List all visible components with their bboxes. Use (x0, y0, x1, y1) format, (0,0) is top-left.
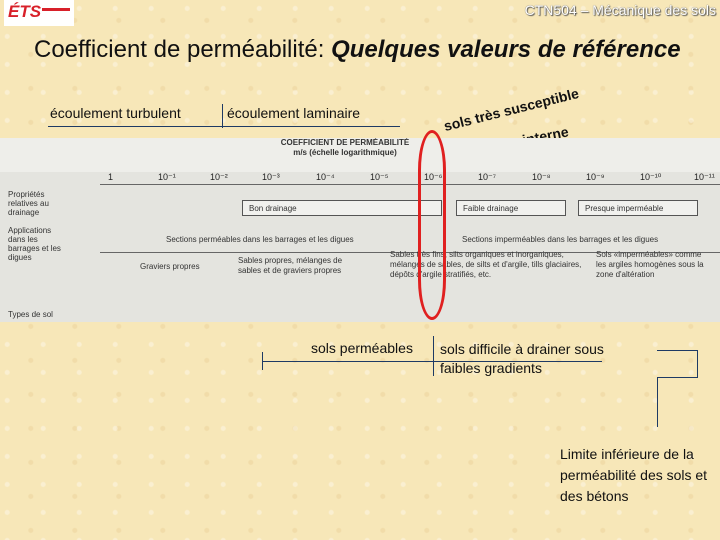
limit-bracket-right (697, 350, 698, 378)
flow-divider (222, 104, 223, 128)
soil-bracket-left (262, 352, 263, 370)
table-units: m/s (échelle logarithmique) (293, 148, 397, 157)
soil-divider (433, 336, 434, 376)
tick-label: 10⁻⁸ (532, 172, 551, 182)
permeability-table (0, 138, 720, 322)
tick-label: 1 (108, 172, 114, 182)
band-weak-drainage: Faible drainage (456, 200, 566, 216)
title-emphasis: Quelques valeurs de référence (331, 36, 681, 63)
laminar-label: écoulement laminaire (227, 105, 361, 121)
row-label-dams: Applications dans les barrages et les digues (8, 226, 61, 262)
flow-underline (48, 126, 400, 127)
tick-label: 10⁻⁵ (370, 172, 389, 182)
tick-label: 10⁻¹ (158, 172, 176, 182)
row-label-drainage: Propriétés relatives au drainage (8, 190, 49, 217)
turbulent-label: écoulement turbulent (50, 105, 181, 121)
svg-text:ÉTS: ÉTS (8, 2, 42, 21)
ets-logo (4, 0, 74, 26)
tick-label: 10⁻¹⁰ (640, 172, 662, 182)
band-impermeable-sections: Sections imperméables dans les barrages et les digues (462, 235, 659, 244)
highlight-oval (418, 130, 446, 320)
cell-clean-gravel: Graviers propres (140, 262, 200, 271)
permeable-soils-label: sols perméables (311, 340, 413, 356)
cell-impermeable-soils: Sols «imperméables» comme les argiles homogènes sous la zone d'altération (596, 250, 704, 279)
band-good-drainage: Bon drainage (242, 200, 442, 216)
tick-label: 10⁻⁹ (586, 172, 605, 182)
limit-label: Limite inférieure de la perméabilité des sols et des bétons (560, 446, 708, 504)
limit-bracket-stem (657, 377, 658, 427)
cell-fine-sand: Sables très fins, silts organiques et inorganiques, mélanges de sables, de silts et d'argile, tills glaciaires, dépôts d'argile stratifiés, etc. (390, 250, 582, 279)
tick-label: 10⁻⁷ (478, 172, 497, 182)
row-label-soils: Types de sol (8, 310, 53, 319)
limit-bracket-bottom (657, 377, 697, 378)
tick-label: 10⁻² (210, 172, 228, 182)
band-impermeable: Presque imperméable (578, 200, 698, 216)
erosion-label-line1: sols très susceptible (442, 84, 581, 134)
table-title-text: COEFFICIENT DE PERMÉABILITÉ (280, 138, 410, 147)
page-title (34, 36, 681, 64)
tick-label: 10⁻³ (262, 172, 280, 182)
title-prefix: Coefficient de perméabilité: (34, 36, 332, 63)
band-permeable-sections: Sections perméables dans les barrages et les digues (166, 235, 354, 244)
tick-label: 10⁻⁶ (424, 172, 443, 182)
course-title: CTN504 – Mécanique des sols (524, 2, 716, 18)
difficult-drainage-label: sols difficile à drainer sous faibles gradients (440, 341, 604, 376)
tick-label: 10⁻⁴ (316, 172, 335, 182)
limit-bracket-top (657, 350, 697, 351)
cell-sand-gravel: Sables propres, mélanges de sables et de graviers propres (238, 256, 343, 275)
tick-label: 10⁻¹¹ (694, 172, 715, 182)
table-rule (100, 184, 720, 185)
